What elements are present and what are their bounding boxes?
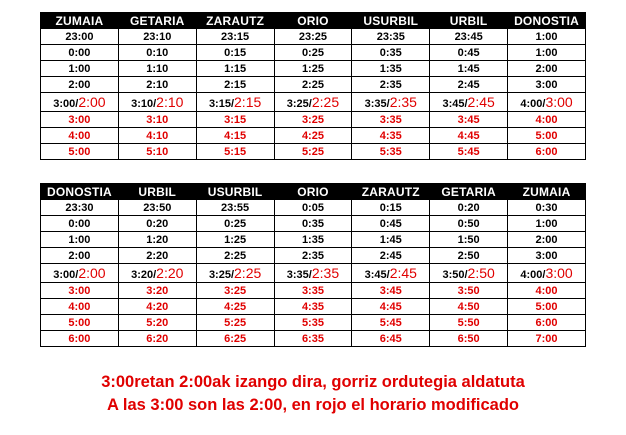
time-cell: 2:25 <box>274 77 352 93</box>
time-cell: 0:20 <box>118 216 196 232</box>
new-time: 2:35 <box>389 94 417 110</box>
old-time: 3:25/ <box>208 269 235 281</box>
time-cell: 23:10 <box>118 29 196 45</box>
time-cell: 1:35 <box>352 61 430 77</box>
table-row <box>41 61 586 77</box>
modified-time-cell: 3:45 <box>430 112 508 128</box>
time-cell: 3:00 <box>508 248 586 264</box>
time-cell: 0:05 <box>274 200 352 216</box>
time-cell: 3:00 <box>508 77 586 93</box>
column-header: GETARIA <box>430 184 508 200</box>
modified-time-cell: 5:45 <box>352 315 430 331</box>
time-cell: 1:10 <box>118 61 196 77</box>
column-header: ORIO <box>274 184 352 200</box>
old-time: 3:10/ <box>131 98 157 110</box>
time-cell: 1:35 <box>274 232 352 248</box>
modified-time-cell: 3:00 <box>41 112 119 128</box>
table-row <box>41 200 586 216</box>
column-header: URBIL <box>118 184 196 200</box>
time-cell: 2:00 <box>508 232 586 248</box>
modified-time-cell: 5:35 <box>274 315 352 331</box>
time-cell: 1:00 <box>41 232 119 248</box>
modified-row <box>41 331 586 347</box>
modified-time-cell: 4:00 <box>508 112 586 128</box>
time-cell: 0:00 <box>41 45 119 61</box>
modified-time-cell: 5:15 <box>196 144 274 160</box>
column-header: USURBIL <box>352 13 430 29</box>
time-change-cell <box>41 93 119 112</box>
old-time: 3:35/ <box>364 98 390 110</box>
new-time: 3:00 <box>545 265 573 281</box>
modified-time-cell: 4:00 <box>41 299 119 315</box>
table-row <box>41 45 586 61</box>
new-time: 2:50 <box>467 265 495 281</box>
time-change-cell <box>118 93 196 112</box>
new-time: 2:25 <box>311 94 340 110</box>
header-row <box>41 13 586 29</box>
modified-time-cell: 7:00 <box>508 331 586 347</box>
new-time: 2:00 <box>78 94 106 110</box>
new-time: 2:10 <box>156 94 184 110</box>
time-change-row <box>41 264 586 283</box>
time-change-cell <box>430 264 508 283</box>
modified-time-cell: 5:00 <box>508 299 586 315</box>
time-cell: 0:10 <box>118 45 196 61</box>
time-cell: 0:25 <box>196 216 274 232</box>
time-cell: 23:15 <box>196 29 274 45</box>
column-header: ZARAUTZ <box>352 184 430 200</box>
time-cell: 2:35 <box>352 77 430 93</box>
modified-row <box>41 112 586 128</box>
old-time: 3:45/ <box>442 98 468 110</box>
header-row <box>41 184 586 200</box>
modified-time-cell: 4:00 <box>41 128 119 144</box>
footer-note-spanish: A las 3:00 son las 2:00, en rojo el horario modificado <box>106 396 519 414</box>
time-cell: 2:10 <box>118 77 196 93</box>
modified-time-cell: 3:00 <box>41 283 119 299</box>
time-change-cell <box>430 93 508 112</box>
time-cell: 23:35 <box>352 29 430 45</box>
old-time: 3:20/ <box>131 269 157 281</box>
time-cell: 23:00 <box>41 29 119 45</box>
modified-time-cell: 4:35 <box>352 128 430 144</box>
time-cell: 23:50 <box>118 200 196 216</box>
time-cell: 1:00 <box>508 29 586 45</box>
time-cell: 23:25 <box>274 29 352 45</box>
time-cell: 0:30 <box>508 200 586 216</box>
new-time: 2:45 <box>467 94 495 110</box>
time-cell: 1:25 <box>274 61 352 77</box>
time-cell: 0:35 <box>352 45 430 61</box>
time-cell: 1:00 <box>41 61 119 77</box>
time-change-cell <box>196 93 274 112</box>
time-change-cell <box>118 264 196 283</box>
time-cell: 0:15 <box>352 200 430 216</box>
modified-row <box>41 144 586 160</box>
time-cell: 1:45 <box>430 61 508 77</box>
modified-time-cell: 4:00 <box>508 283 586 299</box>
modified-time-cell: 5:50 <box>430 315 508 331</box>
column-header: USURBIL <box>196 184 274 200</box>
old-time: 4:00/ <box>520 269 546 281</box>
time-cell: 2:50 <box>430 248 508 264</box>
time-cell: 2:00 <box>41 77 119 93</box>
time-cell: 2:20 <box>118 248 196 264</box>
modified-time-cell: 4:45 <box>352 299 430 315</box>
column-header: DONOSTIA <box>508 13 586 29</box>
time-cell: 0:50 <box>430 216 508 232</box>
time-change-cell <box>352 264 430 283</box>
time-change-cell <box>508 93 586 112</box>
modified-time-cell: 5:00 <box>41 144 119 160</box>
old-time: 3:00/ <box>53 98 79 110</box>
modified-time-cell: 6:35 <box>274 331 352 347</box>
time-change-cell <box>274 93 352 112</box>
time-cell: 2:00 <box>508 61 586 77</box>
column-header: ZARAUTZ <box>196 13 274 29</box>
new-time: 2:15 <box>234 94 262 110</box>
column-header: ZUMAIA <box>41 13 119 29</box>
time-change-cell <box>508 264 586 283</box>
modified-time-cell: 4:15 <box>196 128 274 144</box>
old-time: 3:35/ <box>286 269 312 281</box>
time-cell: 0:45 <box>352 216 430 232</box>
modified-row <box>41 283 586 299</box>
modified-time-cell: 4:25 <box>196 299 274 315</box>
modified-time-cell: 5:45 <box>430 144 508 160</box>
time-cell: 1:25 <box>196 232 274 248</box>
time-cell: 2:25 <box>196 248 274 264</box>
footer-note-basque: 3:00retan 2:00ak izango dira, gorriz ordutegia aldatuta <box>101 373 525 391</box>
time-cell: 0:15 <box>196 45 274 61</box>
new-time: 2:35 <box>311 265 340 281</box>
new-time: 3:00 <box>545 94 573 110</box>
modified-time-cell: 3:45 <box>352 283 430 299</box>
time-cell: 2:35 <box>274 248 352 264</box>
time-cell: 1:15 <box>196 61 274 77</box>
modified-time-cell: 5:35 <box>352 144 430 160</box>
time-cell: 2:45 <box>430 77 508 93</box>
modified-time-cell: 3:50 <box>430 283 508 299</box>
time-change-cell <box>41 264 119 283</box>
modified-time-cell: 5:10 <box>118 144 196 160</box>
time-cell: 2:45 <box>352 248 430 264</box>
time-cell: 1:00 <box>508 45 586 61</box>
modified-time-cell: 3:25 <box>196 283 274 299</box>
modified-row <box>41 299 586 315</box>
modified-time-cell: 6:50 <box>430 331 508 347</box>
time-cell: 0:25 <box>274 45 352 61</box>
old-time: 4:00/ <box>520 98 546 110</box>
time-cell: 0:35 <box>274 216 352 232</box>
modified-time-cell: 4:45 <box>430 128 508 144</box>
modified-time-cell: 4:10 <box>118 128 196 144</box>
time-change-row <box>41 93 586 112</box>
timetable-donostia-zumaia <box>40 183 586 347</box>
modified-time-cell: 3:25 <box>274 112 352 128</box>
time-cell: 1:45 <box>352 232 430 248</box>
time-cell: 23:45 <box>430 29 508 45</box>
modified-time-cell: 4:35 <box>274 299 352 315</box>
time-cell: 2:00 <box>41 248 119 264</box>
time-cell: 1:20 <box>118 232 196 248</box>
table-row <box>41 232 586 248</box>
column-header: DONOSTIA <box>41 184 119 200</box>
table-row <box>41 77 586 93</box>
modified-time-cell: 6:00 <box>41 331 119 347</box>
modified-time-cell: 5:00 <box>508 128 586 144</box>
modified-time-cell: 5:25 <box>196 315 274 331</box>
old-time: 3:50/ <box>442 269 468 281</box>
modified-time-cell: 6:00 <box>508 315 586 331</box>
modified-time-cell: 6:20 <box>118 331 196 347</box>
modified-time-cell: 3:20 <box>118 283 196 299</box>
column-header: GETARIA <box>118 13 196 29</box>
time-cell: 23:55 <box>196 200 274 216</box>
modified-time-cell: 5:20 <box>118 315 196 331</box>
old-time: 3:00/ <box>53 269 79 281</box>
modified-time-cell: 3:35 <box>274 283 352 299</box>
time-cell: 0:00 <box>41 216 119 232</box>
table-row <box>41 29 586 45</box>
time-cell: 0:20 <box>430 200 508 216</box>
modified-time-cell: 6:25 <box>196 331 274 347</box>
old-time: 3:15/ <box>208 98 235 110</box>
column-header: ZUMAIA <box>508 184 586 200</box>
modified-time-cell: 4:25 <box>274 128 352 144</box>
modified-time-cell: 5:00 <box>41 315 119 331</box>
modified-time-cell: 3:10 <box>118 112 196 128</box>
time-cell: 0:45 <box>430 45 508 61</box>
modified-time-cell: 6:45 <box>352 331 430 347</box>
column-header: ORIO <box>274 13 352 29</box>
time-cell: 2:15 <box>196 77 274 93</box>
table-row <box>41 216 586 232</box>
modified-time-cell: 6:00 <box>508 144 586 160</box>
time-change-cell <box>196 264 274 283</box>
time-change-cell <box>352 93 430 112</box>
time-change-cell <box>274 264 352 283</box>
column-header: URBIL <box>430 13 508 29</box>
table-row <box>41 248 586 264</box>
modified-time-cell: 4:50 <box>430 299 508 315</box>
modified-time-cell: 5:25 <box>274 144 352 160</box>
modified-row <box>41 128 586 144</box>
old-time: 3:25/ <box>286 98 312 110</box>
new-time: 2:20 <box>156 265 184 281</box>
new-time: 2:25 <box>234 265 262 281</box>
old-time: 3:45/ <box>364 269 390 281</box>
timetable-zumaia-donostia <box>40 12 586 160</box>
modified-row <box>41 315 586 331</box>
modified-time-cell: 4:20 <box>118 299 196 315</box>
new-time: 2:00 <box>78 265 106 281</box>
modified-time-cell: 3:35 <box>352 112 430 128</box>
new-time: 2:45 <box>389 265 417 281</box>
time-cell: 1:50 <box>430 232 508 248</box>
time-cell: 23:30 <box>41 200 119 216</box>
time-cell: 1:00 <box>508 216 586 232</box>
modified-time-cell: 3:15 <box>196 112 274 128</box>
